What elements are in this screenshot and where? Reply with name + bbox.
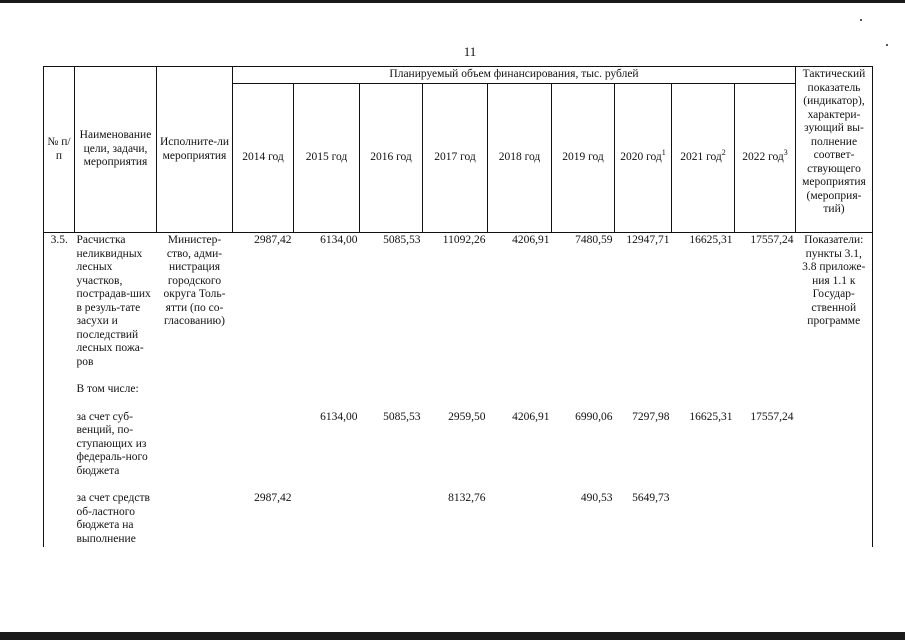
value-2021: 16625,31: [689, 234, 733, 246]
financing-table: [43, 66, 873, 547]
value-2016: 5085,53: [383, 234, 421, 246]
value-2015: 6134,00: [320, 234, 358, 246]
value-2018: 4206,91: [512, 234, 550, 246]
row-executor: Министер-ство, адми-нистрация городского округа Толь-ятти (по со-гласованию): [163, 234, 226, 327]
federal-name: за счет суб-венций, по-ступающих из федераль-ного бюджета: [76, 410, 148, 477]
value-2016: 5085,53: [383, 410, 421, 423]
value-2022: 17557,24: [750, 234, 794, 246]
value-2015: 6134,00: [320, 410, 358, 423]
value-2014: 2987,42: [254, 492, 292, 504]
table-row-federal: [44, 410, 873, 480]
row-name: Расчистка неликвидных лесных участков, пострадав-ших в резуль-тате засухи и последствий лесных пожа-ров: [76, 234, 151, 368]
value-2018: [488, 491, 552, 547]
scan-speck: [860, 19, 862, 21]
header-tactical-indicator: Тактический показатель (индикатор), характери-зующий вы-полнение соответ-ствующего мероприятия (мероприя-тий): [796, 67, 873, 233]
value-2019: 7480,59: [575, 234, 613, 246]
header-year-2015: 2015 год: [294, 84, 360, 233]
scan-speck: [886, 44, 888, 46]
including-label: В том числе:: [76, 383, 139, 395]
table-row-main: [44, 233, 873, 371]
value-2019: 6990,06: [575, 410, 613, 423]
regional-name: за счет средств об-ластного бюджета на выполнение: [76, 492, 150, 545]
value-2020: 5649,73: [632, 492, 670, 504]
header-year-2022: 2022 год$^3$: [735, 84, 796, 233]
header-year-2021: 2021 год$^2$: [672, 84, 735, 233]
value-2014: 2987,42: [254, 234, 292, 246]
header-name: Наименование цели, задачи, мероприятия: [75, 67, 157, 233]
table-row-including: [44, 382, 873, 398]
value-2017: 11092,26: [442, 234, 486, 246]
value-2017: 2959,50: [448, 410, 486, 423]
header-number: № п/п: [44, 67, 75, 233]
value-2018: 4206,91: [512, 410, 550, 423]
value-2014: [233, 410, 294, 480]
header-year-2020: 2020 год$^1$: [615, 84, 672, 233]
row-tactical-indicator: Показатели: пункты 3.1, 3.8 приложе-ния 1.1 к Государ-ственной программе: [796, 233, 873, 371]
value-2021: [672, 491, 735, 547]
header-year-2016: 2016 год: [360, 84, 423, 233]
table-row-regional: [44, 491, 873, 547]
header-year-2017: 2017 год: [423, 84, 488, 233]
value-2020: 7297,98: [632, 410, 670, 423]
value-2022: 17557,24: [750, 410, 794, 423]
value-2020: 12947,71: [626, 234, 670, 246]
value-2016: [360, 491, 423, 547]
page-number: 11: [463, 44, 477, 59]
header-planned-financing: Планируемый объем финансирования, тыс. рублей: [233, 67, 796, 84]
value-2021: 16625,31: [689, 410, 733, 423]
row-number: 3.5.: [44, 233, 75, 371]
header-year-2018: 2018 год: [488, 84, 552, 233]
header-executor: Исполните-ли мероприятия: [157, 67, 233, 233]
value-2022: [735, 491, 796, 547]
value-2019: 490,53: [580, 492, 613, 504]
value-2017: 8132,76: [448, 492, 486, 504]
header-year-2019: 2019 год: [552, 84, 615, 233]
scan-edge-top: [0, 0, 905, 3]
scan-edge-bottom: [0, 632, 905, 640]
header-year-2014: 2014 год: [233, 84, 294, 233]
value-2015: [294, 491, 360, 547]
